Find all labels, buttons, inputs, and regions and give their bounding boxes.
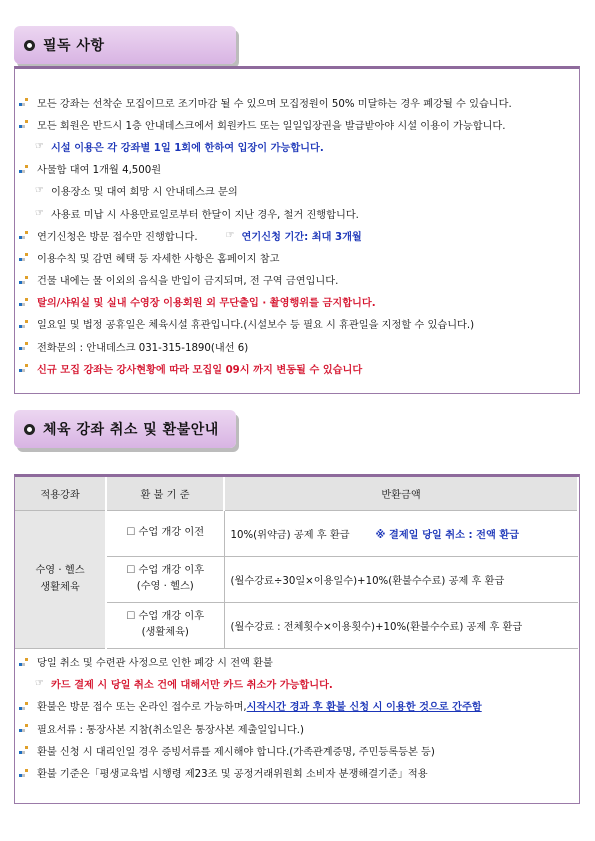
category-cell: 수영 · 헬스 생활체육: [15, 510, 106, 648]
refund-table: [15, 477, 579, 649]
dot-square-icon: [19, 230, 32, 240]
dot-square-icon: [19, 97, 32, 107]
list-subitem: ☞ 카드 결제 시 당일 취소 건에 대해서만 카드 취소가 가능합니다.: [35, 678, 333, 692]
dot-square-icon: [19, 119, 32, 129]
list-subitem: ☞ 사용료 미납 시 사용만료일로부터 한달이 지난 경우, 철거 진행합니다.: [35, 207, 359, 221]
dot-square-icon: [19, 723, 32, 733]
section-title: 필독 사항: [43, 38, 105, 54]
list-item: 연기신청은 방문 접수만 진행합니다. ☞ 연기신청 기간: 최대 3개월: [15, 224, 579, 246]
list-item: 전화문의 : 안내데스크 031-315-1890(내선 6): [15, 335, 579, 357]
checkbox-icon: ☐: [126, 527, 136, 538]
dot-square-icon: [19, 701, 32, 711]
section-title: 체육 강좌 취소 및 환불안내: [43, 422, 219, 438]
pointing-hand-icon: ☞: [225, 229, 235, 241]
section-tab-notice: [14, 26, 236, 64]
amount-cell: (월수강료÷30일×이용일수)+10%(환불수수료) 공제 후 환급: [224, 556, 578, 602]
criteria-cell: ☐ 수업 개강 이전: [106, 510, 224, 556]
dot-square-icon: [19, 745, 32, 755]
list-item: 신규 모집 강좌는 강사현황에 따라 모집일 09시 까지 변동될 수 있습니다: [15, 357, 579, 379]
list-item: 일요일 및 법정 공휴일은 체육시설 휴관입니다.(시설보수 등 필요 시 휴관일을 지정할 수 있습니다.): [15, 313, 579, 335]
dot-square-icon: [19, 319, 32, 329]
list-item: 탈의/샤워실 및 실내 수영장 이용회원 외 무단출입 · 촬영행위를 금지합니다.: [15, 291, 579, 313]
list-subitem: ☞ 이용장소 및 대여 희망 시 안내데스크 문의: [35, 185, 238, 199]
section-tab-refund: [14, 410, 236, 448]
pointing-hand-icon: ☞: [35, 207, 44, 219]
dot-square-icon: [19, 252, 32, 262]
pointing-hand-icon: ☞: [35, 678, 44, 690]
table-header: 반환금액: [224, 477, 578, 510]
list-subitem: ☞ 시설 이용은 각 강좌별 1일 1회에 한하여 입장이 가능합니다.: [35, 140, 324, 154]
dot-square-icon: [19, 657, 32, 667]
table-row: [15, 510, 578, 556]
list-item: 필요서류 : 통장사본 지참(취소일은 통장사본 제출일입니다.): [15, 717, 579, 739]
list-item: 환불 기준은「평생교육법 시행령 제23조 및 공정거래위원회 소비자 분쟁해결기준」적용: [15, 761, 579, 783]
amount-cell: (월수강료 : 전체횟수×이용횟수)+10%(환불수수료) 공제 후 환급: [224, 602, 578, 648]
list-item: 환불 신청 시 대리인일 경우 증빙서류를 제시해야 합니다.(가족관계증명, 주민등록등본 등): [15, 739, 579, 761]
circle-bullet-icon: [24, 40, 35, 51]
list-item: 사물함 대여 1개월 4,500원: [15, 158, 579, 180]
list-item: 당일 취소 및 수련관 사정으로 인한 폐강 시 전액 환불: [15, 651, 579, 673]
pointing-hand-icon: ☞: [35, 140, 44, 152]
list-item: 모든 회원은 반드시 1층 안내데스크에서 회원카드 또는 일일입장권을 발급받아야 시설 이용이 가능합니다.: [15, 113, 579, 135]
checkbox-icon: ☐: [126, 611, 136, 622]
list-item: 모든 강좌는 선착순 모집이므로 조기마감 될 수 있으며 모집정원이 50% 미달하는 경우 폐강될 수 있습니다.: [15, 91, 579, 113]
dot-square-icon: [19, 275, 32, 285]
refund-box: [14, 474, 580, 804]
dot-square-icon: [19, 363, 32, 373]
checkbox-icon: ☐: [126, 565, 136, 576]
pointing-hand-icon: ☞: [35, 185, 44, 197]
same-day-note: ※ 결제일 당일 취소 : 전액 환급: [375, 529, 520, 541]
criteria-cell: ☐ 수업 개강 이후 (생활체육): [106, 602, 224, 648]
criteria-cell: ☐ 수업 개강 이후 (수영 · 헬스): [106, 556, 224, 602]
table-header: 환 불 기 준: [106, 477, 224, 510]
list-item: 건물 내에는 물 이외의 음식을 반입이 금지되며, 전 구역 금연입니다.: [15, 269, 579, 291]
notice-box: [14, 66, 580, 394]
dot-square-icon: [19, 341, 32, 351]
dot-square-icon: [19, 768, 32, 778]
dot-square-icon: [19, 297, 32, 307]
circle-bullet-icon: [24, 424, 35, 435]
amount-cell: 10%(위약금) 공제 후 환급 ※ 결제일 당일 취소 : 전액 환급: [224, 510, 578, 556]
refund-notes: [15, 649, 579, 784]
list-item: 이용수칙 및 감면 혜택 등 자세한 사항은 홈페이지 참고: [15, 246, 579, 268]
dot-square-icon: [19, 164, 32, 174]
table-header: 적용강좌: [15, 477, 106, 510]
list-item: 환불은 방문 접수 또는 온라인 접수로 가능하며, 시작시간 경과 후 환불 신청 시 이용한 것으로 간주함: [15, 695, 579, 717]
table-header-row: [15, 477, 578, 510]
